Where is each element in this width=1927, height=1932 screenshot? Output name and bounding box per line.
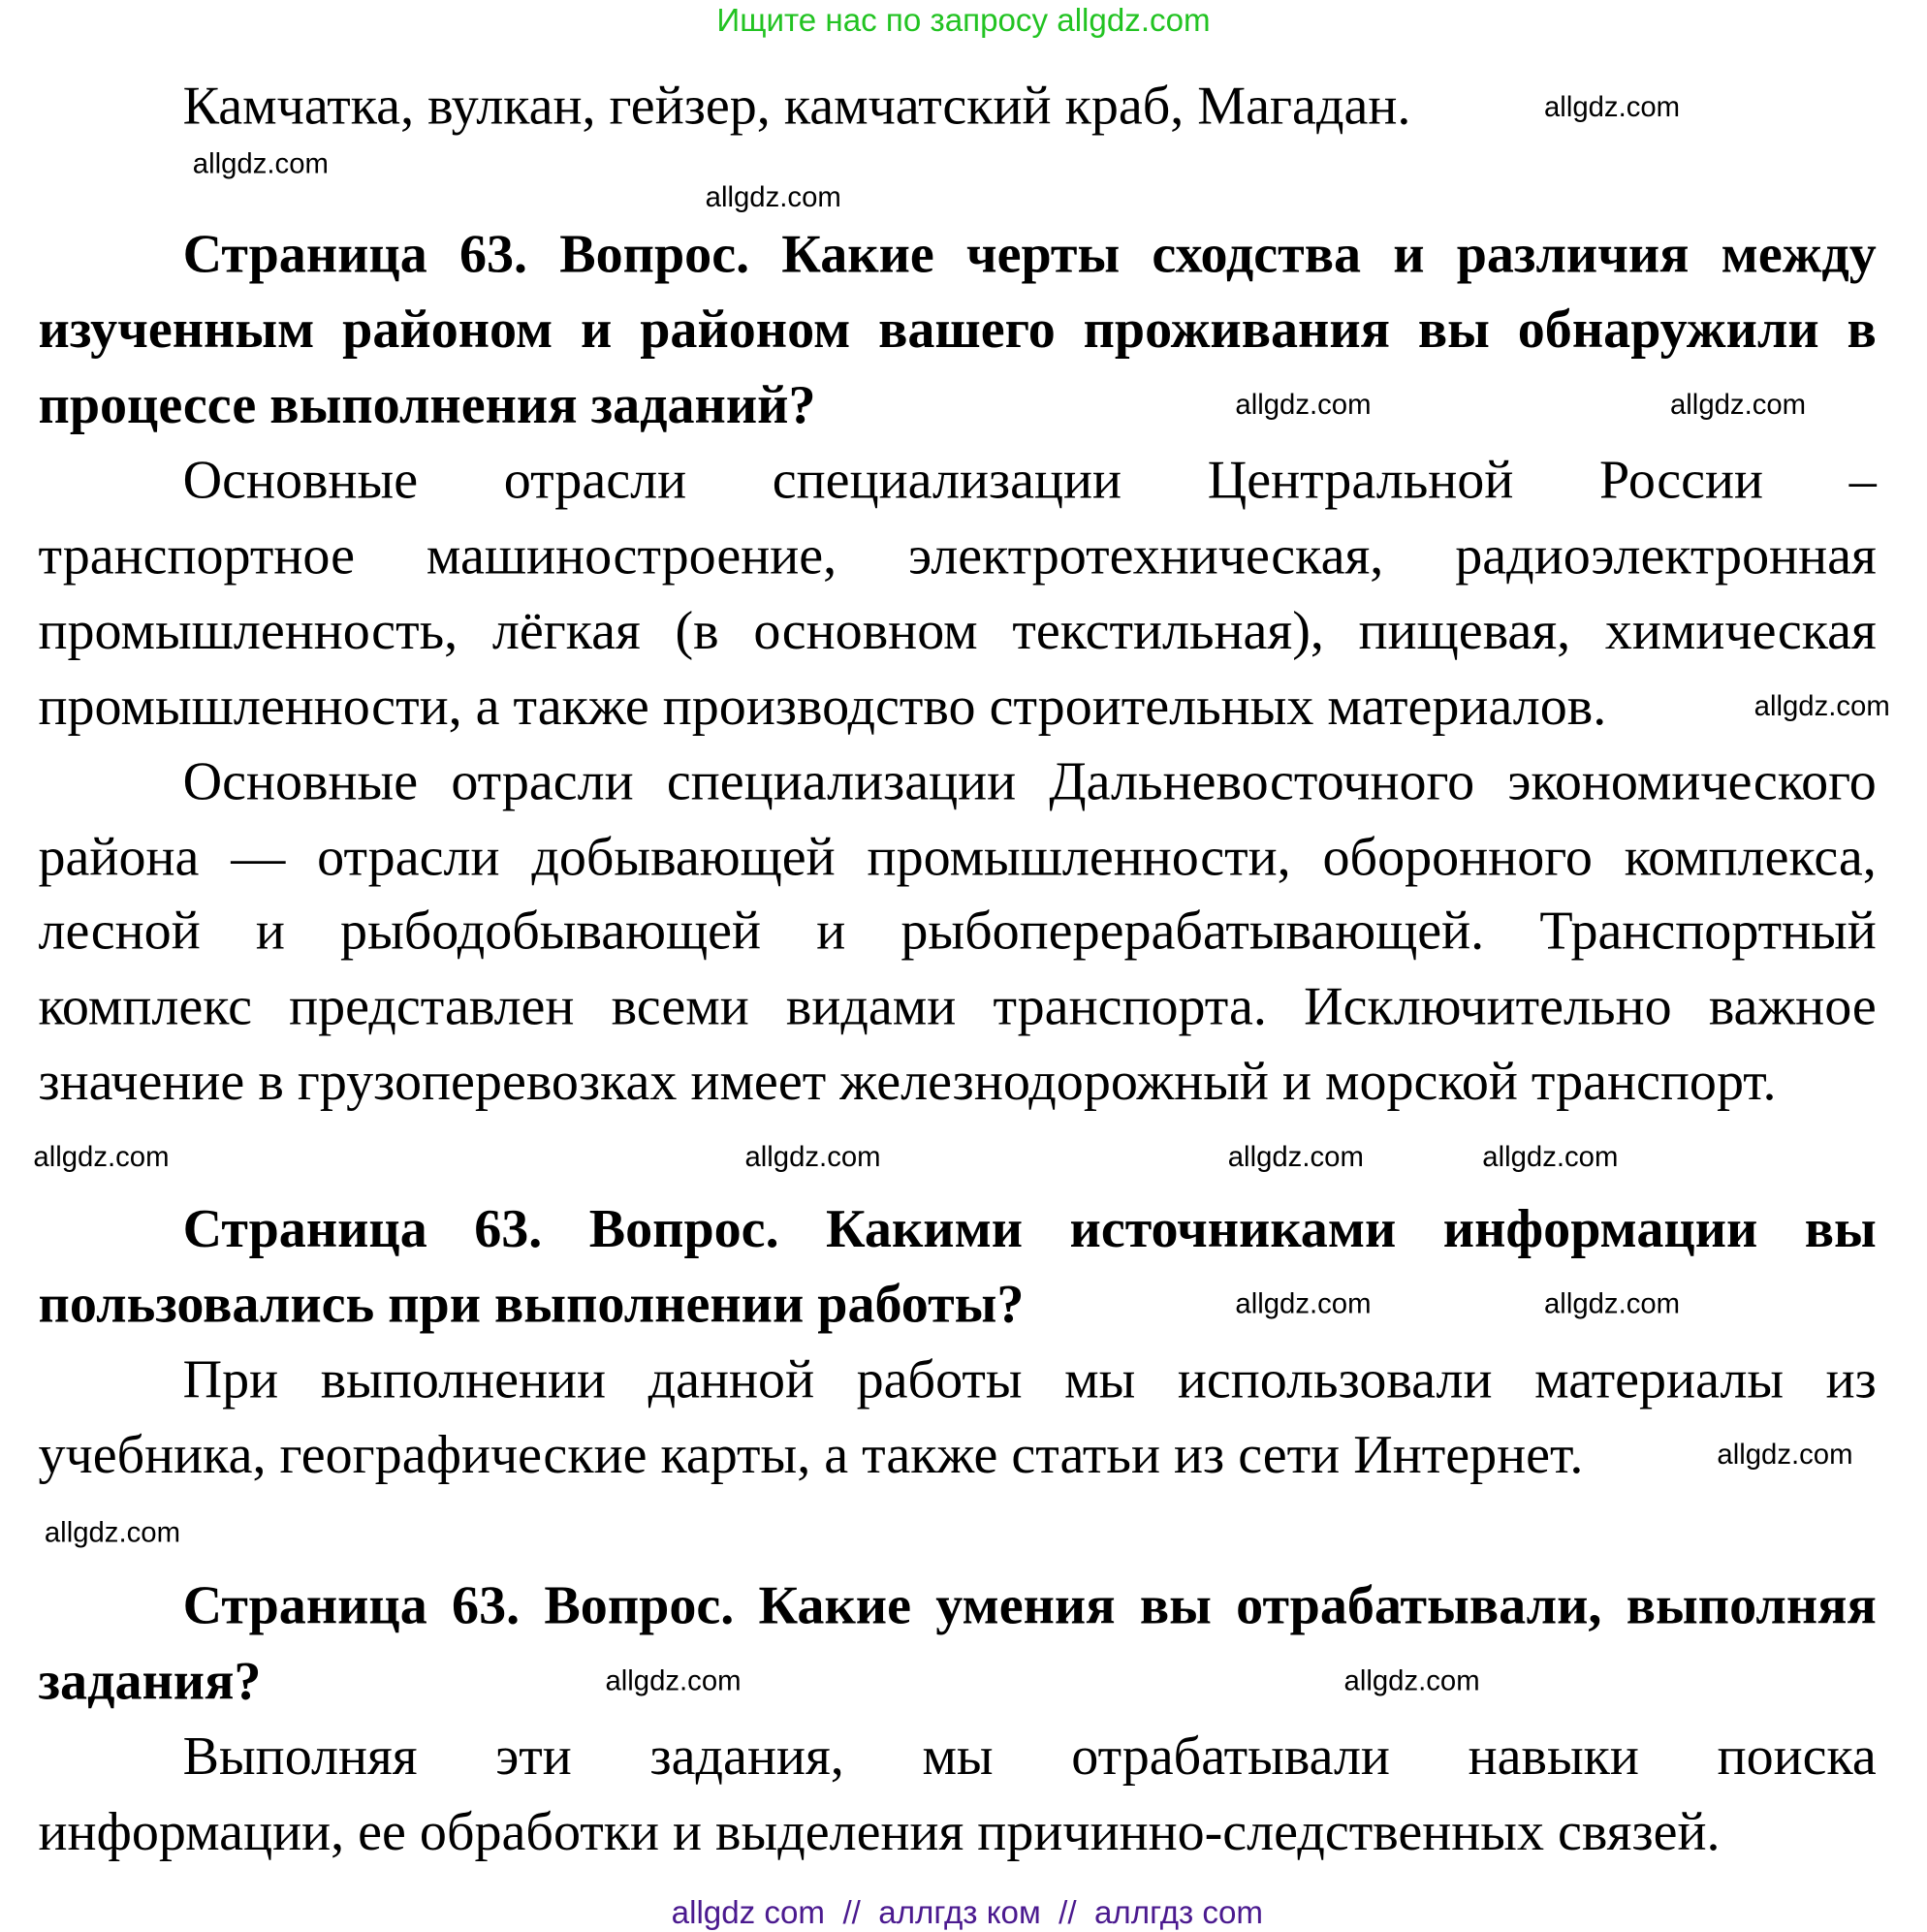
answer-line: лесной и рыбодобывающей и рыбоперерабатывающей. Транспортный xyxy=(38,901,1877,962)
answer-line: При выполнении данной работы мы использовали материалы из xyxy=(182,1348,1877,1410)
answer-line: промышленность, лёгкая (в основном текстильная), пищевая, химическая xyxy=(38,600,1877,661)
watermark: allgdz.com xyxy=(1235,1286,1372,1320)
watermark: allgdz.com xyxy=(1753,689,1890,722)
answer-line: промышленности, а также производство строительных материалов. xyxy=(38,676,1607,737)
question-heading: Страница 63. Вопрос. Какими источниками информации вы xyxy=(182,1198,1877,1259)
answer-line: учебника, географические карты, а также статьи из сети Интернет. xyxy=(38,1424,1584,1485)
watermark: allgdz.com xyxy=(33,1140,170,1173)
watermark: allgdz.com xyxy=(705,180,841,213)
answer-line: Основные отрасли специализации Центральной России – xyxy=(182,449,1877,511)
answer-line: Выполняя эти задания, мы отрабатывали навыки поиска xyxy=(182,1726,1877,1787)
watermark: allgdz.com xyxy=(1717,1438,1853,1471)
header-banner: Ищите нас по запросу allgdz.com xyxy=(716,1,1211,39)
answer-line: комплекс представлен всеми видами транспорта. Исключительно важное xyxy=(38,975,1877,1037)
intro-line: Камчатка, вулкан, гейзер, камчатский краб, Магадан. xyxy=(182,75,1411,137)
question-heading: пользовались при выполнении работы? xyxy=(38,1273,1025,1335)
question-heading: процессе выполнения заданий? xyxy=(38,374,816,435)
watermark: allgdz.com xyxy=(1544,90,1681,123)
footer-banner: allgdz com // аллгдз ком // аллгдз com xyxy=(671,1893,1264,1931)
watermark: allgdz.com xyxy=(605,1663,742,1696)
watermark: allgdz.com xyxy=(44,1515,180,1548)
watermark: allgdz.com xyxy=(1227,1140,1364,1173)
question-heading: Страница 63. Вопрос. Какие черты сходства и различия между xyxy=(182,223,1877,285)
question-heading: задания? xyxy=(38,1650,262,1712)
answer-line: транспортное машиностроение, электротехническая, радиоэлектронная xyxy=(38,524,1877,586)
answer-line: информации, ее обработки и выделения причинно-следственных связей. xyxy=(38,1801,1721,1862)
answer-line: Основные отрасли специализации Дальневосточного экономического xyxy=(182,750,1877,812)
watermark: allgdz.com xyxy=(1482,1140,1619,1173)
answer-line: значение в грузоперевозках имеет железнодорожный и морской транспорт. xyxy=(38,1051,1777,1112)
watermark: allgdz.com xyxy=(744,1140,881,1173)
question-heading: Страница 63. Вопрос. Какие умения вы отрабатывали, выполняя xyxy=(182,1574,1877,1636)
watermark: allgdz.com xyxy=(1235,388,1372,421)
answer-line: района — отрасли добывающей промышленности, оборонного комплекса, xyxy=(38,826,1877,888)
watermark: allgdz.com xyxy=(1544,1286,1681,1320)
watermark: allgdz.com xyxy=(1343,1663,1480,1696)
question-heading: изученным районом и районом вашего проживания вы обнаружили в xyxy=(38,299,1877,360)
watermark: allgdz.com xyxy=(192,146,329,179)
watermark: allgdz.com xyxy=(1669,388,1807,421)
